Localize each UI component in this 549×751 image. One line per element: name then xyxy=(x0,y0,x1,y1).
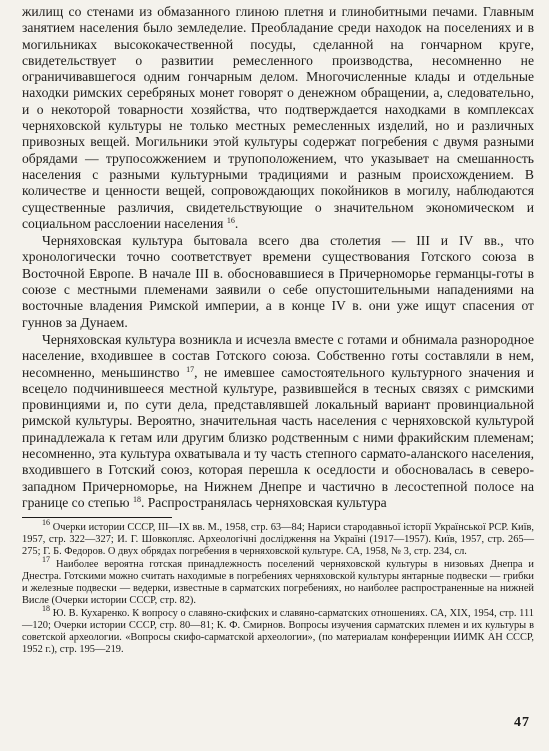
paragraph-2-text: Черняховская культура бытовала всего два столетия — III и IV вв., что хронологически точно соответствует времени существования Готского союза в Восточной Европе. В начале III в. обосновавшиеся в Причерноморье германцы-готы в союзе с местными племенами заявили о себе опустошительными нападениями на восточные владения Римской империи, а в конце IV в. они уже ищут спасения от гуннов за Дунаем. xyxy=(22,233,534,330)
footnote-17 xyxy=(22,555,534,607)
footnote-text: Наиболее вероятна готская принадлежность поселений черняховской культуры в низовьях Днепра и Днестра. Готскими можно считать находимые в погребениях черняховской культуры янтарные подвески — грибки и железные подвески — ведерки, известные в сарматских погребениях, но наиболее распространенные на нижней Висле (Очерки истории СССР, стр. 82). xyxy=(22,559,534,607)
footnote-number: 17 xyxy=(42,555,50,565)
footnote-16 xyxy=(22,518,534,558)
paragraph-3 xyxy=(22,332,534,511)
footnote-ref-17: 17 xyxy=(186,364,195,374)
paragraph-1: жилищ со стенами из обмазанного глиною плетня и глинобитными печами. Главным занятием населения было земледелие. Преобладание среди находок на поселениях и в могильниках высококачественной посуды, сделанной на гончарном круге, свидетельствует о развитии ремесленного производства, несомненно не ограничивавшегося одним гончарным делом. Многочисленные клады и отдельные находки римских серебряных монет говорят о денежном обращении, а, следовательно, и о некоторой товарности хозяйства, что подтверждается находками в комплексах черняховской культуры не только местных ремесленных изделий, но и различных привозных вещей. Могильники этой культуры содержат погребения с двумя разными обрядами — трупосожжением и трупоположением, что указывает на смешанность населения с разными культурными традициями и разным происхождением. В количестве и ценности вещей, сопровождающих покойников в могилу, наблюдаются существенные различия, свидетельствующие о значительном экономическом и социальном расслоении населения $^{16}$. xyxy=(22,4,534,231)
paragraph-3-text-b: , не имевшее самостоятельного культурного значения и всецело подчинившееся местной культуре, развившейся в тесных связях с римскими провинциями и, по сути дела, представлявшей локальный вариант провинциальной римской культуры. Вероятно, значительная часть населения с черняховской культурой принадлежала к гетам или другим близко родственным с ними фракийским племенам; несомненно, эта культура охватывала и ту часть степного сармато-аланского населения, входившего в Готский союз, которая перешла к оседлости и обосновалась в северо-западном Причерноморье, на Нижнем Днепре и частично в лесостепной полосе на границе со степью xyxy=(22,364,534,510)
footnote-ref-18: 18 xyxy=(132,494,141,504)
footnote-number: 16 xyxy=(42,518,50,528)
paragraph-3-text-a: Черняховская культура возникла и исчезла вместе с готами и обнимала разнородное население, входившее в состав Готского союза. Собственно готы составляли в нем, несомненно, меньшинство xyxy=(22,331,534,380)
footnote-18 xyxy=(22,604,534,656)
page-number: 47 xyxy=(514,715,530,730)
footnotes xyxy=(22,518,534,656)
paragraph-2 xyxy=(22,233,534,331)
footnote-text: Ю. В. Кухаренко. К вопросу о славяно-скифских и славяно-сарматских отношениях. СА, XIX, 1954, стр. 111—120; Очерки истории СССР, стр. 80—81; К. Ф. Смирнов. Вопросы изучения сарматских племен и их культуры в советской археологии. «Вопросы скифо-сарматской археологии», (по материалам конференции ИИМК АН СССР, 1952 г.), стр. 195—219. xyxy=(22,608,534,656)
paragraph-3-text-c: . Распространялась черняховская культура xyxy=(140,494,387,510)
book-page xyxy=(22,4,534,744)
main-text xyxy=(22,4,534,511)
footnote-ref-16: 16 xyxy=(226,215,235,225)
paragraph-1-text: жилищ со стенами из обмазанного глиною плетня и глинобитными печами. Главным занятием населения было земледелие. Преобладание среди находок на поселениях и в могильниках высококачественной посуды, сделанной на гончарном круге, свидетельствует о развитии ремесленного производства, несомненно не ограничивавшегося одним гончарным делом. Многочисленные клады и отдельные находки римских серебряных монет говорят о денежном обращении, а, следовательно, и о некоторой товарности хозяйства, что подтверждается находками в комплексах черняховской культуры не только местных ремесленных изделий, но и различных привозных вещей. Могильники этой культуры содержат погребения с двумя разными обрядами — трупосожжением и трупоположением, что указывает на смешанность населения с разными культурными традициями и разным происхождением. В количестве и ценности вещей, сопровождающих покойников в могилу, наблюдаются существенные различия, свидетельствующие о значительном экономическом и социальном расслоении населения xyxy=(22,4,534,231)
footnote-number: 18 xyxy=(42,604,50,614)
footnote-text: Очерки истории СССР, III—IX вв. М., 1958, стр. 63—84; Нариси стародавньої історії Української РСР. Київ, 1957, стр. 322—327; И. Г. Шовкопляс. Археологічні дослідження на Україні (1917—1957). Київ, 1957, стр. 265—275; Г. Б. Федоров. О двух обрядах погребения в черняховской культуре. СА, 1958, № 3, стр. 234, сл. xyxy=(22,522,534,558)
